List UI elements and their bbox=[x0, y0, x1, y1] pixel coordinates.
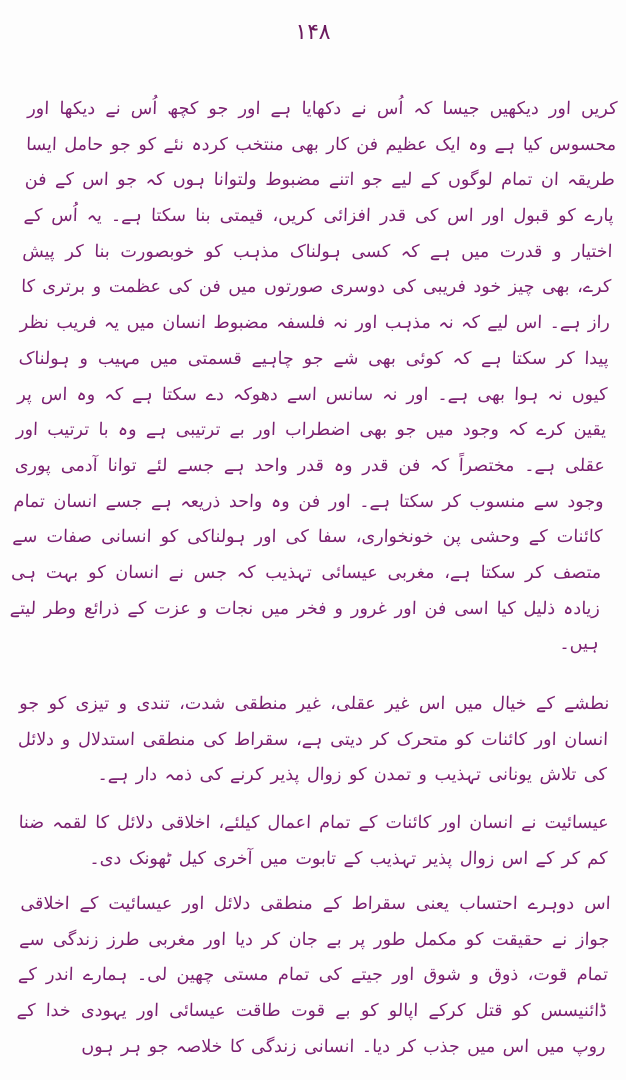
paragraph: عیسائیت نے انسان اور کائنات کے تمام اعمال کیلئے، اخلاقی دلائل کا لقمہ ضنا کم کر کے اس زوال پذیر تہذیب کے تابوت میں آخری کیل ٹھونک دی۔ bbox=[18, 813, 610, 869]
page-number: ۱۴۸ bbox=[294, 20, 332, 45]
paragraph: نطشے کے خیال میں اس غیر عقلی، غیر منطقی شدت، تندی و تیزی کو جو انسان اور کائنات کو متحرک کر دیتی ہے، سقراط کی منطقی استدلال و دلائل کی تلاش یونانی تہذیب و تمدن کو زوال پذیر کرنے کی ذمہ دار ہے۔ bbox=[17, 694, 610, 786]
body-text bbox=[9, 92, 618, 1076]
paragraph: کریں اور دیکھیں جیسا کہ اُس نے دکھایا ہے اور جو کچھ اُس نے دیکھا اور محسوس کیا ہے وہ ایک عظیم فن کار بھی منتخب کردہ نئے کو جو حامل ایسا طریقہ ان تمام لوگوں کے لیے جو اتنے مضبوط ولتوانا ہوں کہ جو اس کے فن پارے کو قبول اور اس کی قدر افزائی کریں، قیمتی بنا سکتا ہے۔ یہ اُس کے اختیار و قدرت میں ہے کہ کسی ہولناک مذہب کو خوبصورت بنا کر پیش کرے، بھی چیز خود فریبی کی دوسری صورتوں میں فن کی عظمت و برتری کا راز ہے۔ اس لیے کہ نہ مذہب اور نہ فلسفہ مضبوط انسان میں یہ فریب نظر پیدا کر سکتا ہے کہ کوئی بھی شے جو چاہیے قسمتی میں مہیب و ہولناک کیوں نہ ہوا بھی ہے۔ اور نہ سانس اسے دھوکہ دے سکتا ہے کہ وہ اس پر یقین کرے کہ وجود میں جو بھی اضطراب اور بے ترتیبی ہے وہ با ترتیب اور عقلی ہے۔ مختصراً کہ فن قدر وہ قدر واحد ہے جسے لئے توانا آدمی پوری وجود سے منسوب کر سکتا ہے۔ اور فن وہ واحد ذریعہ ہے جسے انسان تمام کائنات کے وحشی پن خونخواری، سفا کی اور ہولناکی کو انسانی صفات سے متصف کر سکتا ہے، مغربی عیسائی تہذیب کہ جس نے انسان کو بہت ہی زیادہ ذلیل کیا اسی فن اور غرور و فخر میں نجات و عزت کے ذرائع وطر لیتے ہیں۔ bbox=[9, 99, 618, 655]
paragraph: اس دوہرے احتساب یعنی سقراط کے منطقی دلائل اور عیسائیت کے اخلاقی جواز نے حقیقت کو مکمل طور پر بے جان کر دیا اور مغربی طرز زندگی سے تمام قوت، ذوق و شوق اور جیتے کی تمام مستی چھین لی۔ ہمارے اندر کے ڈائنیسس کو قتل کرکے اپالو کو بے قوت طاقت عیسائی اور یہودی خدا کے روپ میں اس میں جذب کر دیا۔ انسانی زندگی کا خلاصہ جو ہر ہوں bbox=[16, 894, 611, 1058]
